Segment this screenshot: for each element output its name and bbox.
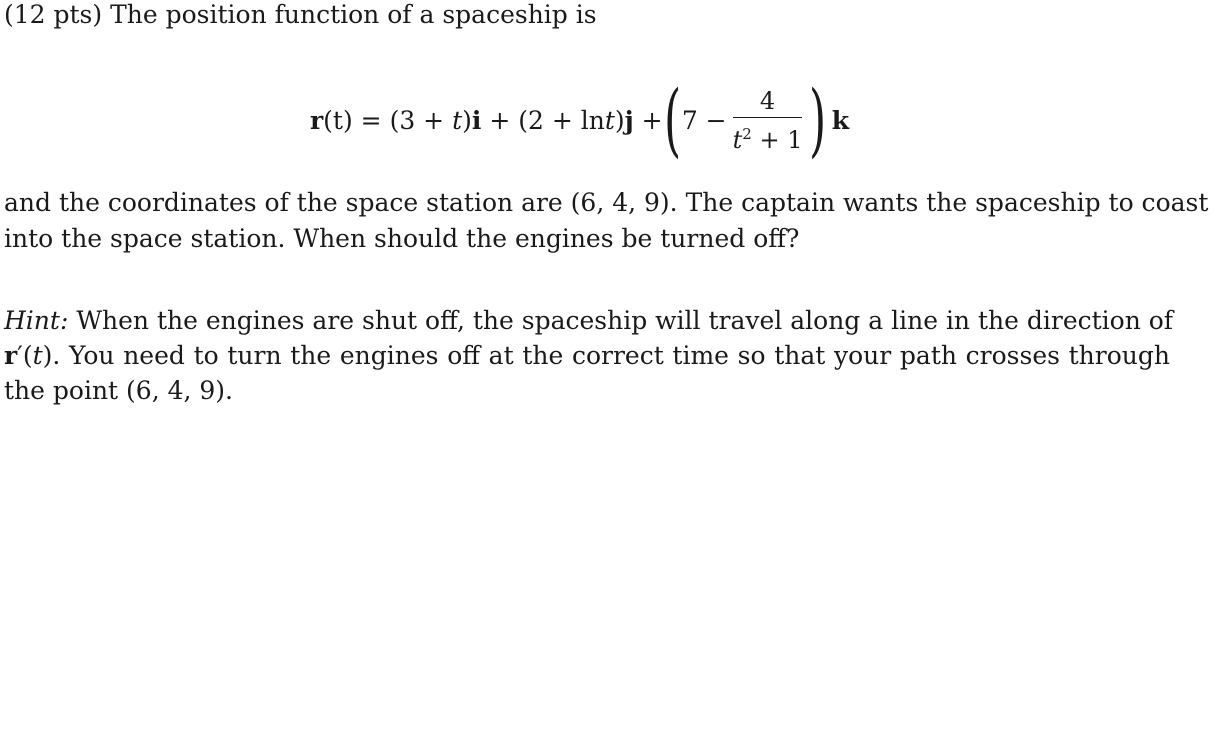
equation-seven-minus: 7 −: [681, 105, 727, 135]
hint-line-1: Hint: When the engines are shut off, the spaceship will travel along a line in the direction of: [4, 306, 1174, 335]
fraction-numerator: 4: [759, 86, 776, 115]
equation-close-paren: ): [809, 73, 827, 166]
problem-header: [4, 0, 597, 30]
hint-line-3: the point (6, 4, 9).: [4, 376, 233, 405]
hint-line-2: r′(t). You need to turn the engines off at the correct time so that your path crosses through: [4, 341, 1170, 370]
equation-left-part: r(t) = (3 + t)i + (2 + lnt)j +: [310, 105, 663, 135]
hint-label: Hint:: [4, 306, 69, 335]
equation-k-vector: k: [831, 105, 850, 135]
position-equation: [310, 70, 849, 170]
equation-fraction: [733, 87, 803, 154]
equation-open-paren: (: [663, 73, 681, 166]
paragraph-line-1: and the coordinates of the space station are (6, 4, 9). The captain wants the spaceship to coast: [4, 188, 1209, 217]
problem-header-text: (12 pts) The position function of a spaceship is: [4, 0, 597, 29]
paragraph-line-2: into the space station. When should the engines be turned off?: [4, 224, 800, 253]
fraction-denominator: $t^2 + 1$: [732, 124, 803, 154]
